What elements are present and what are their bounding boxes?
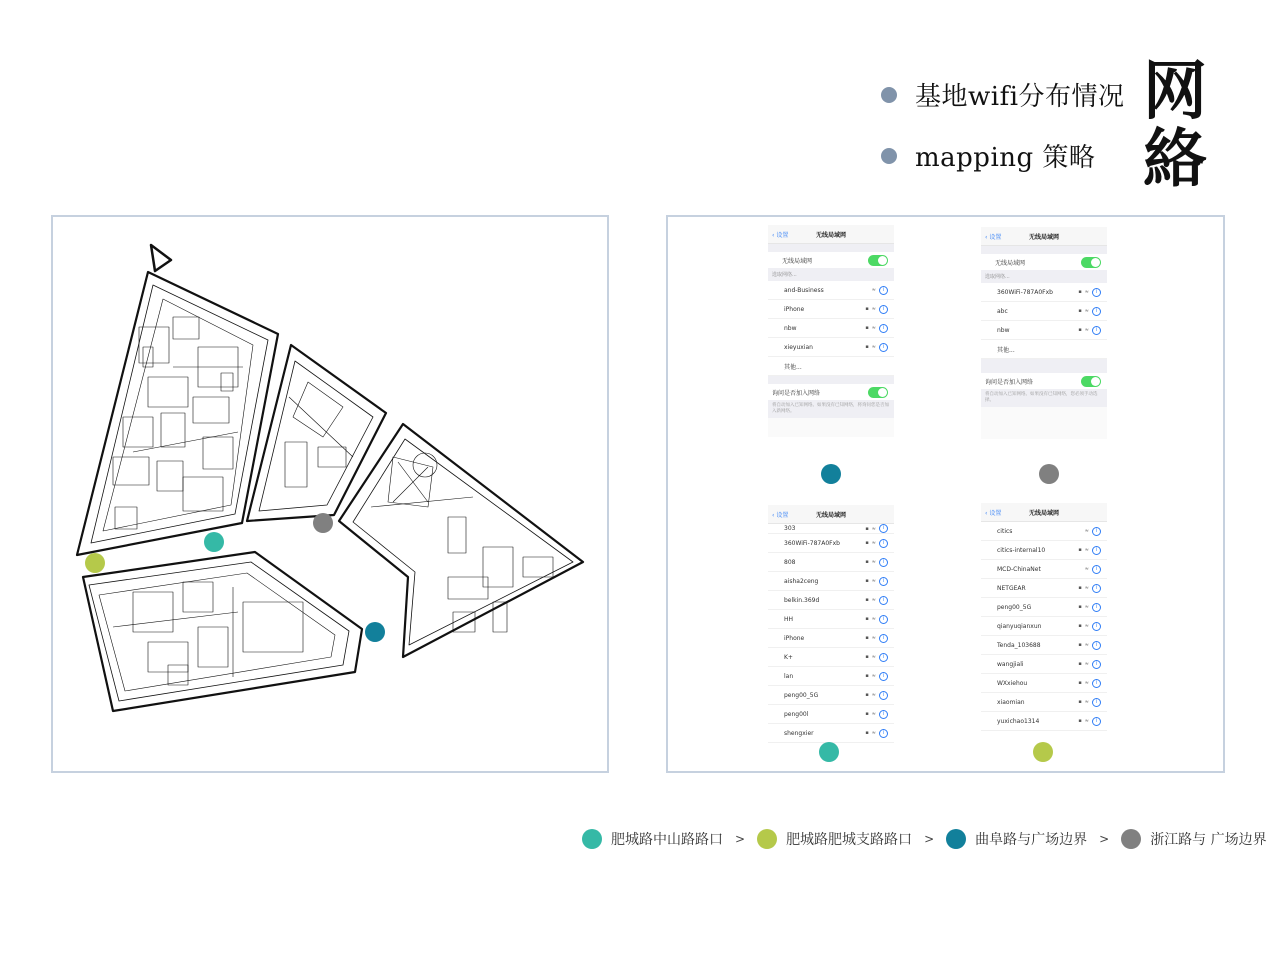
network-row[interactable] — [768, 338, 894, 357]
lock-icon: ▪ — [1078, 718, 1082, 724]
wifi-icon: ≈ — [1084, 547, 1089, 553]
block-outline — [83, 552, 362, 711]
wifi-icon: ≈ — [1084, 566, 1089, 572]
legend-item-teal — [582, 829, 723, 849]
ask-label: 询问是否加入网络 — [772, 389, 821, 397]
wifi-icon: ≈ — [1084, 604, 1089, 610]
network-name: aisha2ceng — [784, 577, 819, 585]
phone-title: 无线局域网 — [815, 231, 846, 239]
network-name: wangjiali — [997, 660, 1024, 668]
lock-icon: ▪ — [865, 578, 869, 584]
network-name: 360WiFi-787A0Fxb — [784, 539, 840, 547]
network-name: shengxier — [784, 729, 814, 737]
lock-icon: ▪ — [1078, 642, 1082, 648]
wifi-icon: ≈ — [871, 306, 876, 312]
wifi-toggle[interactable] — [1081, 257, 1101, 268]
wifi-icon: ≈ — [871, 344, 876, 350]
back-button[interactable]: ‹ 设置 — [985, 233, 1002, 241]
site-map-panel — [51, 215, 609, 773]
ask-toggle-row — [981, 373, 1107, 389]
wifi-toggle-row — [768, 252, 894, 268]
wifi-toggle[interactable] — [868, 255, 888, 266]
network-name: lan — [784, 672, 794, 680]
info-icon[interactable]: i — [1092, 717, 1101, 726]
network-row[interactable] — [981, 674, 1107, 693]
gap — [981, 246, 1107, 254]
wifi-icon: ≈ — [871, 673, 876, 679]
legend-label: 曲阜路与广场边界 — [975, 832, 1088, 848]
network-row[interactable] — [981, 598, 1107, 617]
network-row[interactable] — [981, 655, 1107, 674]
info-icon[interactable]: i — [1092, 546, 1101, 555]
info-icon[interactable]: i — [1092, 660, 1101, 669]
network-row[interactable] — [981, 302, 1107, 321]
legend-separator: > — [735, 832, 746, 846]
phone-title: 无线局域网 — [1028, 233, 1059, 241]
info-icon[interactable]: i — [879, 324, 888, 333]
info-icon[interactable]: i — [1092, 641, 1101, 650]
phone-screen-2 — [981, 227, 1107, 439]
network-name: belkin.369d — [784, 596, 820, 604]
wifi-icon: ≈ — [1084, 289, 1089, 295]
lock-icon: ▪ — [865, 344, 869, 350]
wifi-icon: ≈ — [871, 692, 876, 698]
phone-screen-3 — [768, 505, 894, 737]
lock-icon: ▪ — [1078, 547, 1082, 553]
wifi-icon: ≈ — [871, 287, 876, 293]
gap — [768, 244, 894, 252]
network-name: citics — [997, 527, 1013, 535]
network-row[interactable] — [768, 281, 894, 300]
network-name: 808 — [784, 558, 796, 566]
ask-toggle[interactable] — [868, 387, 888, 398]
wifi-icon: ≈ — [871, 597, 876, 603]
network-name: 其他... — [784, 363, 802, 371]
phone-header — [981, 503, 1107, 522]
bullet-mapping-strategy — [881, 137, 1095, 174]
network-name: WXxiehou — [997, 679, 1028, 687]
network-row[interactable] — [768, 705, 894, 724]
phone-header — [768, 225, 894, 244]
block-outline — [77, 272, 278, 555]
info-icon[interactable]: i — [879, 672, 888, 681]
info-icon[interactable]: i — [879, 691, 888, 700]
ask-label: 询问是否加入网络 — [985, 378, 1034, 386]
lock-icon: ▪ — [865, 306, 869, 312]
back-label: 设置 — [989, 509, 1002, 517]
network-row[interactable] — [768, 686, 894, 705]
info-icon[interactable]: i — [1092, 565, 1101, 574]
info-icon[interactable]: i — [879, 286, 888, 295]
title-char-net: 网 — [1143, 54, 1207, 129]
network-row[interactable] — [768, 591, 894, 610]
network-name: Tenda_103688 — [997, 641, 1041, 649]
network-row[interactable] — [981, 712, 1107, 731]
info-icon[interactable]: i — [879, 634, 888, 643]
legend — [582, 829, 1267, 849]
network-row[interactable] — [768, 648, 894, 667]
network-name: iPhone — [784, 634, 805, 642]
wifi-toggle-row — [981, 254, 1107, 270]
info-icon[interactable]: i — [879, 710, 888, 719]
bullet-dot — [881, 87, 897, 103]
network-row[interactable] — [981, 617, 1107, 636]
network-name: nbw — [784, 324, 797, 332]
network-name: and-Business — [784, 286, 824, 294]
info-icon[interactable]: i — [879, 558, 888, 567]
legend-label: 浙江路与 广场边界 — [1150, 832, 1267, 848]
back-button[interactable]: ‹ 设置 — [772, 231, 789, 239]
network-row[interactable] — [981, 693, 1107, 712]
marker-lime — [85, 553, 105, 573]
wifi-icon: ≈ — [1084, 680, 1089, 686]
lock-icon: ▪ — [865, 654, 869, 660]
gap — [768, 376, 894, 384]
wifi-icon: ≈ — [1084, 642, 1089, 648]
phone-title: 无线局域网 — [815, 511, 846, 519]
marker-gray — [1039, 464, 1059, 484]
back-label: 设置 — [776, 231, 789, 239]
network-name: 其他... — [997, 346, 1015, 354]
lock-icon: ▪ — [1078, 661, 1082, 667]
bullet-wifi-distribution — [881, 76, 1125, 113]
info-icon[interactable]: i — [1092, 584, 1101, 593]
bullet-text: mapping 策略 — [915, 143, 1096, 173]
network-row-other[interactable] — [768, 357, 894, 376]
lock-icon: ▪ — [865, 730, 869, 736]
network-name: 360WiFi-787A0Fxb — [997, 288, 1053, 296]
network-row[interactable] — [981, 522, 1107, 541]
wifi-icon: ≈ — [871, 711, 876, 717]
legend-item-lime — [757, 829, 912, 849]
network-row[interactable] — [768, 724, 894, 743]
info-icon[interactable]: i — [1092, 307, 1101, 316]
info-icon[interactable]: i — [1092, 527, 1101, 536]
network-row[interactable] — [768, 300, 894, 319]
marker-gray — [313, 513, 333, 533]
legend-dot — [946, 829, 966, 849]
lock-icon: ▪ — [865, 525, 869, 532]
phone-header — [981, 227, 1107, 246]
network-name: peng00l — [784, 710, 809, 718]
lock-icon: ▪ — [865, 325, 869, 331]
network-row[interactable] — [768, 572, 894, 591]
bullet-dot — [881, 148, 897, 164]
lock-icon: ▪ — [1078, 289, 1082, 295]
phone-screen-4 — [981, 503, 1107, 725]
legend-separator: > — [1099, 832, 1110, 846]
marker-teal — [819, 742, 839, 762]
back-label: 设置 — [989, 233, 1002, 241]
legend-dot — [582, 829, 602, 849]
bullet-text: 基地wifi分布情况 — [915, 82, 1125, 112]
wifi-icon: ≈ — [1084, 699, 1089, 705]
ask-toggle-row — [768, 384, 894, 400]
network-row[interactable] — [981, 560, 1107, 579]
network-row[interactable] — [768, 553, 894, 572]
phone-screen-1 — [768, 225, 894, 437]
north-arrow-icon — [151, 245, 171, 271]
info-icon[interactable]: i — [879, 729, 888, 738]
info-icon[interactable]: i — [1092, 679, 1101, 688]
lock-icon: ▪ — [1078, 623, 1082, 629]
wifi-icon: ≈ — [871, 325, 876, 331]
lock-icon: ▪ — [1078, 680, 1082, 686]
lock-icon: ▪ — [1078, 604, 1082, 610]
info-icon[interactable]: i — [879, 596, 888, 605]
lock-icon: ▪ — [865, 559, 869, 565]
info-icon[interactable]: i — [1092, 603, 1101, 612]
wifi-icon: ≈ — [1084, 661, 1089, 667]
info-icon[interactable]: i — [879, 577, 888, 586]
network-row[interactable] — [981, 541, 1107, 560]
lock-icon: ▪ — [865, 540, 869, 546]
info-icon[interactable]: i — [1092, 698, 1101, 707]
wifi-label: 无线局域网 — [995, 259, 1026, 267]
network-name: citics-internal10 — [997, 546, 1046, 554]
gap — [981, 359, 1107, 373]
info-icon[interactable]: i — [1092, 326, 1101, 335]
lock-icon: ▪ — [865, 635, 869, 641]
info-icon[interactable]: i — [879, 524, 888, 533]
legend-item-gray — [1121, 829, 1266, 849]
network-row[interactable] — [981, 283, 1107, 302]
network-row[interactable] — [768, 534, 894, 553]
marker-blue — [821, 464, 841, 484]
lock-icon: ▪ — [865, 692, 869, 698]
legend-item-blue — [946, 829, 1087, 849]
wifi-icon: ≈ — [1084, 528, 1089, 534]
lock-icon: ▪ — [865, 616, 869, 622]
phone-header — [768, 505, 894, 524]
info-icon[interactable]: i — [879, 343, 888, 352]
site-map — [53, 217, 607, 771]
network-row[interactable] — [768, 610, 894, 629]
lock-icon: ▪ — [1078, 327, 1082, 333]
section-label: 选取网络... — [981, 270, 1107, 283]
network-name: peng00_5G — [997, 603, 1032, 611]
marker-lime — [1033, 742, 1053, 762]
network-name: 303 — [784, 525, 796, 532]
network-name: yuxichao1314 — [997, 717, 1040, 725]
wifi-icon: ≈ — [871, 654, 876, 660]
network-name: iPhone — [784, 305, 805, 313]
network-name: xiaomian — [997, 698, 1025, 706]
network-row[interactable] — [981, 579, 1107, 598]
legend-dot — [757, 829, 777, 849]
network-name: nbw — [997, 326, 1010, 334]
title-char-network: 絡 — [1143, 122, 1207, 197]
info-icon[interactable]: i — [1092, 622, 1101, 631]
network-name: peng00_5G — [784, 691, 819, 699]
lock-icon: ▪ — [1078, 308, 1082, 314]
network-name: abc — [997, 307, 1008, 315]
marker-blue — [365, 622, 385, 642]
back-label: 设置 — [776, 511, 789, 519]
lock-icon: ▪ — [1078, 699, 1082, 705]
info-icon[interactable]: i — [879, 305, 888, 314]
ask-toggle[interactable] — [1081, 376, 1101, 387]
wifi-icon: ≈ — [871, 540, 876, 546]
info-icon[interactable]: i — [1092, 288, 1101, 297]
wifi-icon: ≈ — [1084, 327, 1089, 333]
legend-separator: > — [924, 832, 935, 846]
legend-label: 肥城路肥城支路路口 — [786, 832, 913, 848]
footer-note: 将自动加入已知网络。如果没有已知网络，您必须手动选择。 — [981, 389, 1107, 407]
network-row[interactable] — [768, 524, 894, 534]
phone-title: 无线局域网 — [1028, 509, 1059, 517]
wifi-icon: ≈ — [871, 578, 876, 584]
legend-label: 肥城路中山路路口 — [611, 832, 723, 848]
network-row[interactable] — [768, 629, 894, 648]
network-row[interactable] — [768, 319, 894, 338]
info-icon[interactable]: i — [879, 653, 888, 662]
info-icon[interactable]: i — [879, 539, 888, 548]
wifi-label: 无线局域网 — [782, 257, 813, 265]
wifi-icon: ≈ — [871, 525, 876, 532]
back-button[interactable]: ‹ 设置 — [985, 509, 1002, 517]
network-name: HH — [784, 615, 794, 623]
wifi-icon: ≈ — [1084, 308, 1089, 314]
lock-icon: ▪ — [865, 597, 869, 603]
network-row[interactable] — [981, 636, 1107, 655]
lock-icon: ▪ — [1078, 585, 1082, 591]
network-name: xieyuxian — [784, 343, 813, 351]
network-name: NETGEAR — [997, 584, 1026, 592]
wifi-icon: ≈ — [1084, 718, 1089, 724]
info-icon[interactable]: i — [879, 615, 888, 624]
network-row[interactable] — [981, 321, 1107, 340]
network-row-other[interactable] — [981, 340, 1107, 359]
wifi-icon: ≈ — [871, 559, 876, 565]
wifi-icon: ≈ — [1084, 623, 1089, 629]
lock-icon: ▪ — [865, 673, 869, 679]
footer-note: 将自动加入已知网络。如果没有已知网络，将询问您是否加入新网络。 — [768, 400, 894, 418]
network-name: K+ — [784, 653, 793, 661]
wifi-screens-panel — [666, 215, 1225, 773]
back-button[interactable]: ‹ 设置 — [772, 511, 789, 519]
network-name: qianyuqianxun — [997, 622, 1042, 630]
section-label: 选取网络... — [768, 268, 894, 281]
network-row[interactable] — [768, 667, 894, 686]
network-name: MCD-ChinaNet — [997, 565, 1041, 573]
wifi-icon: ≈ — [871, 616, 876, 622]
lock-icon: ▪ — [865, 711, 869, 717]
legend-dot — [1121, 829, 1141, 849]
wifi-icon: ≈ — [1084, 585, 1089, 591]
marker-teal — [204, 532, 224, 552]
wifi-icon: ≈ — [871, 730, 876, 736]
wifi-icon: ≈ — [871, 635, 876, 641]
